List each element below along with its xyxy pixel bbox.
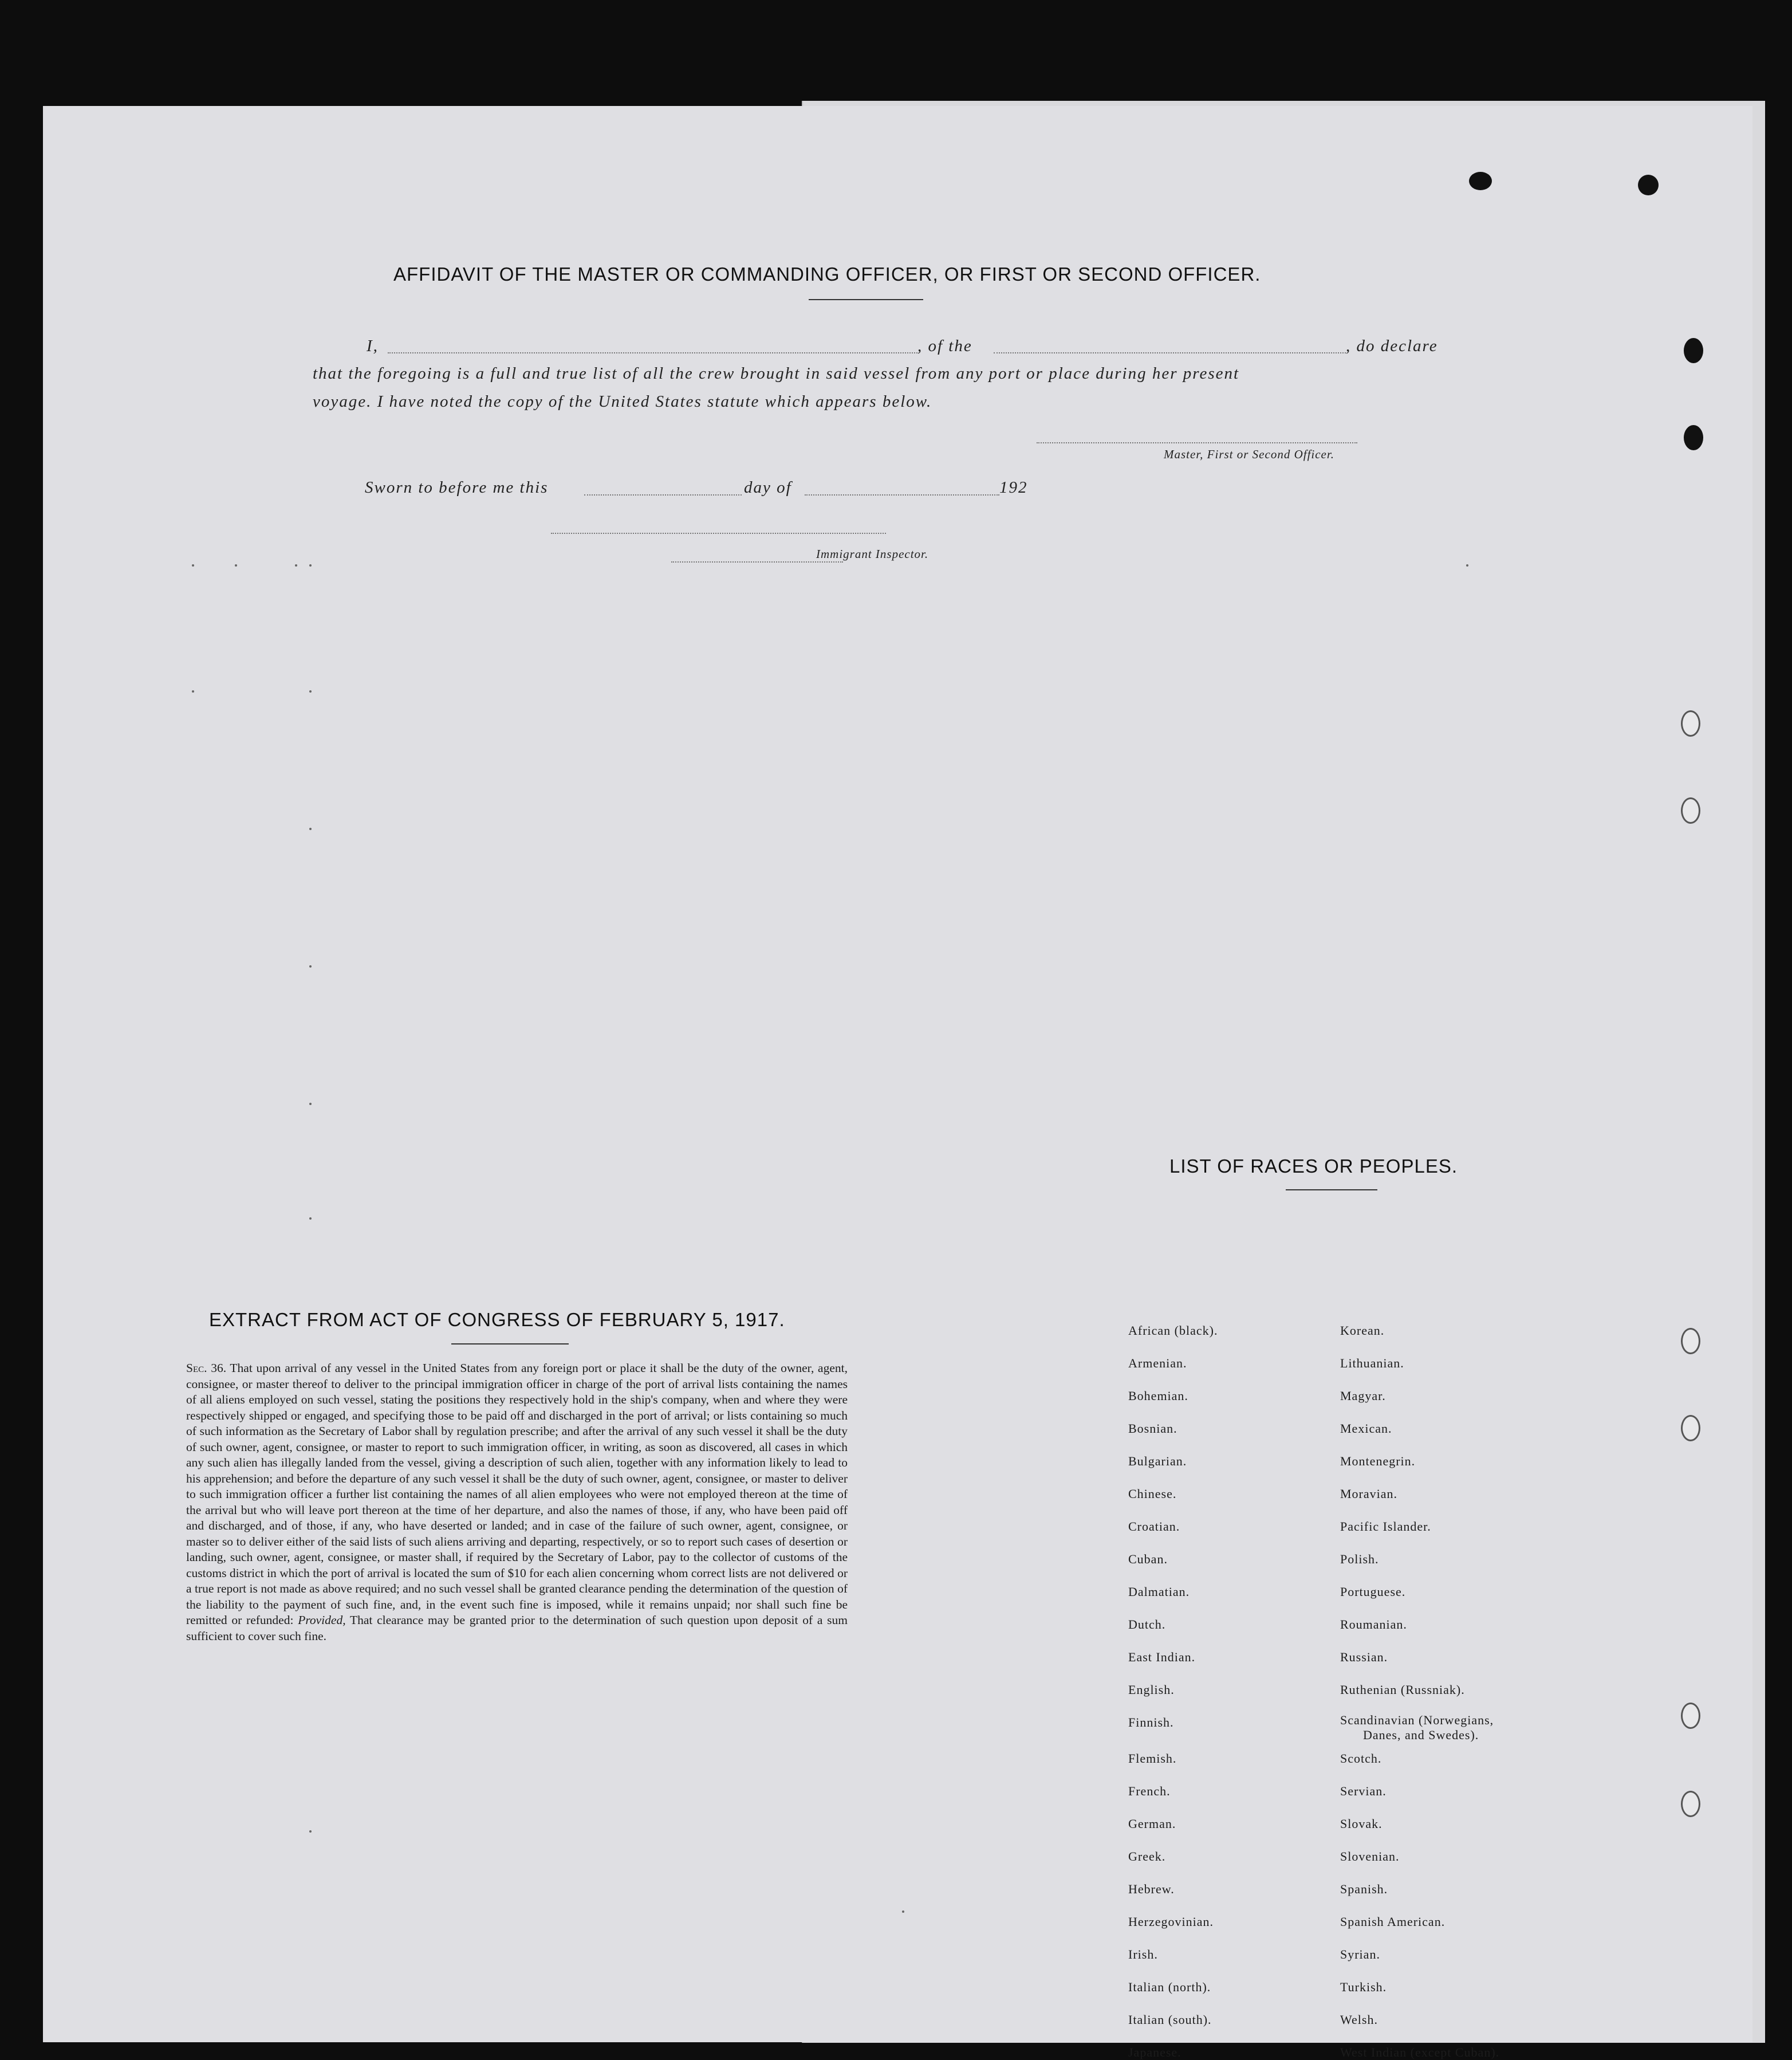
master-signature-line[interactable] [1037,442,1357,443]
affidavit-title-rule [809,299,923,300]
binder-ring-hole [1681,1791,1700,1817]
race-right-item: Slovak. [1340,1817,1383,1831]
race-left-item: Hebrew. [1128,1882,1175,1896]
race-left-item: German. [1128,1817,1176,1831]
sworn-month-field[interactable] [805,494,999,496]
race-left-item: African (black). [1128,1323,1218,1338]
binder-ring-hole [1681,1703,1700,1729]
binder-ring-hole [1681,1328,1700,1354]
margin-mark [295,564,297,567]
margin-mark [309,1217,312,1220]
margin-mark [309,1103,312,1105]
race-right-item: Montenegrin. [1340,1454,1416,1468]
race-left-item: Irish. [1128,1947,1158,1961]
extract-body [186,1361,848,1644]
affidavit-title: AFFIDAVIT OF THE MASTER OR COMMANDING OFFICER, OR FIRST OR SECOND OFFICER. [393,264,1261,285]
race-right-item: Spanish American. [1340,1914,1446,1929]
race-right-item: Welsh. [1340,2012,1378,2027]
race-left-item: Croatian. [1128,1519,1180,1534]
race-left-item: Finnish. [1128,1715,1174,1729]
race-left-item: Italian (north). [1128,1980,1211,1994]
margin-mark [192,690,194,693]
races-title: LIST OF RACES OR PEOPLES. [1169,1155,1458,1177]
race-right-item: Polish. [1340,1552,1379,1566]
race-left-item: Dutch. [1128,1617,1166,1632]
race-left-item: Dalmatian. [1128,1585,1190,1599]
extract-provided-label: Provided, [298,1613,346,1627]
affidavit-of-the-label: , of the [917,337,972,355]
race-right-item: Syrian. [1340,1947,1380,1961]
inspector-signature-line-2[interactable] [671,561,843,563]
race-left-item: Bulgarian. [1128,1454,1187,1468]
binder-ring-hole [1681,710,1700,737]
race-left-item: Cuban. [1128,1552,1168,1566]
race-right-item: Slovenian. [1340,1849,1400,1864]
races-title-rule [1286,1189,1377,1190]
race-right-item: Korean. [1340,1323,1385,1338]
margin-mark [309,1830,312,1833]
binder-ring-hole [1681,797,1700,824]
race-left-item: Chinese. [1128,1487,1177,1501]
race-right-item-continuation: Danes, and Swedes). [1363,1728,1479,1742]
margin-mark [235,564,237,567]
margin-mark [192,564,194,567]
race-left-item: East Indian. [1128,1650,1196,1664]
race-right-item: Pacific Islander. [1340,1519,1431,1534]
affidavit-line-3: voyage. I have noted the copy of the United States statute which appears below. [313,392,932,411]
extract-body-1: That upon arrival of any vessel in the United States from any foreign port or place it shall be the duty of the owner, agent, consignee, or master thereof to deliver to the principal immigration officer in charge of the port of arrival lists containing the names of all aliens employed on such vessel, stating the positions they respectively hold in the ship's company, when and where they were respectively shipped or engaged, and specifying those to be paid off and discharged in the port of arrival; or lists containing so much of such information as the Secretary of Labor shall by regulation prescribe; and after the arrival of any such vessel it shall be the duty of such owner, agent, consignee, or master to report to such immigration officer, in writing, as soon as discovered, all cases in which any such alien has illegally landed from the vessel, giving a description of such alien, together with any information likely to lead to his apprehension; and before the departure of any such vessel it shall be the duty of such owner, agent, consignee, or master to deliver to such immigration officer a further list containing the names of all alien employees who were not employed thereon at the time of the arrival but who will leave port thereon at the time of her departure, and also the names of those, if any, who have been paid off and discharged, and of those, if any, who have deserted or landed; and in case of the failure of such owner, agent, consignee, or master so to deliver either of the said lists of such aliens arriving and departing, respectively, or so to report such cases of desertion or landing, such owner, agent, consignee, or master shall, if required by the Secretary of Labor, pay to the collector of customs of the customs district in which the port of arrival is located the sum of $10 for each alien concerning whom correct lists are not delivered or a true report is not made as above required; and no such vessel shall be granted clearance pending the determination of the question of the liability to the payment of such fine, and, in the event such fine is imposed, while it remains unpaid; nor shall such fine be remitted or refunded: [186,1361,848,1627]
race-right-item: Mexican. [1340,1421,1392,1436]
inspector-signature-label: Immigrant Inspector. [816,547,929,561]
race-right-item: Turkish. [1340,1980,1387,1994]
race-left-item: English. [1128,1682,1175,1697]
race-left-item: Bohemian. [1128,1389,1188,1403]
day-of-label: day of [744,478,792,497]
affidavit-i-label: I, [367,337,379,355]
race-left-item: Armenian. [1128,1356,1187,1370]
binder-hole [1638,175,1659,195]
margin-mark [309,564,312,567]
race-left-item: Italian (south). [1128,2012,1212,2027]
race-right-item: Servian. [1340,1784,1387,1798]
vessel-name-field[interactable] [994,352,1346,353]
race-right-item: Ruthenian (Russniak). [1340,1682,1465,1697]
race-left-item: Flemish. [1128,1751,1177,1766]
margin-mark [309,965,312,968]
master-name-field[interactable] [388,352,917,353]
binder-hole [1469,172,1492,190]
race-right-item: Russian. [1340,1650,1388,1664]
race-left-item: Japanese. [1128,2045,1181,2059]
race-right-item: West Indian (except Cuban). [1340,2045,1500,2059]
race-right-item: Scotch. [1340,1751,1382,1766]
sworn-label: Sworn to before me this [365,478,549,497]
affidavit-do-declare-label: , do declare [1346,337,1438,355]
sworn-day-field[interactable] [584,494,742,496]
race-right-item [1340,1713,1494,1743]
race-left-item: Bosnian. [1128,1421,1177,1436]
race-right-item: Lithuanian. [1340,1356,1404,1370]
extract-title: EXTRACT FROM ACT OF CONGRESS OF FEBRUARY 5, 1917. [209,1309,785,1330]
race-left-item: Herzegovinian. [1128,1914,1214,1929]
margin-mark [309,690,312,693]
margin-mark [309,828,312,830]
year-label: 192 [999,478,1028,497]
race-right-item-text: Scandinavian (Norwegians, [1340,1713,1494,1727]
binder-ring-hole [1681,1415,1700,1441]
race-right-item: Portuguese. [1340,1585,1406,1599]
race-left-item: Greek. [1128,1849,1166,1864]
race-right-item: Spanish. [1340,1882,1388,1896]
master-signature-label: Master, First or Second Officer. [1164,447,1334,461]
margin-mark [902,1910,904,1913]
margin-mark [1466,564,1468,567]
extract-body-2: That clearance may be granted prior to the determination of such question upon deposit of a sum sufficient to cover such fine. [186,1613,848,1643]
race-left-item: French. [1128,1784,1171,1798]
inspector-signature-line-1[interactable] [551,533,886,534]
race-right-item: Magyar. [1340,1389,1386,1403]
extract-section-label: Sec. 36. [186,1361,227,1375]
affidavit-line-2: that the foregoing is a full and true list of all the crew brought in said vessel from any port or place during her present [313,364,1240,383]
race-right-item: Moravian. [1340,1487,1398,1501]
document-page [43,106,1752,2059]
binder-hole [1684,425,1703,450]
binder-hole [1684,338,1703,363]
extract-title-rule [451,1343,569,1344]
race-right-item: Roumanian. [1340,1617,1407,1632]
